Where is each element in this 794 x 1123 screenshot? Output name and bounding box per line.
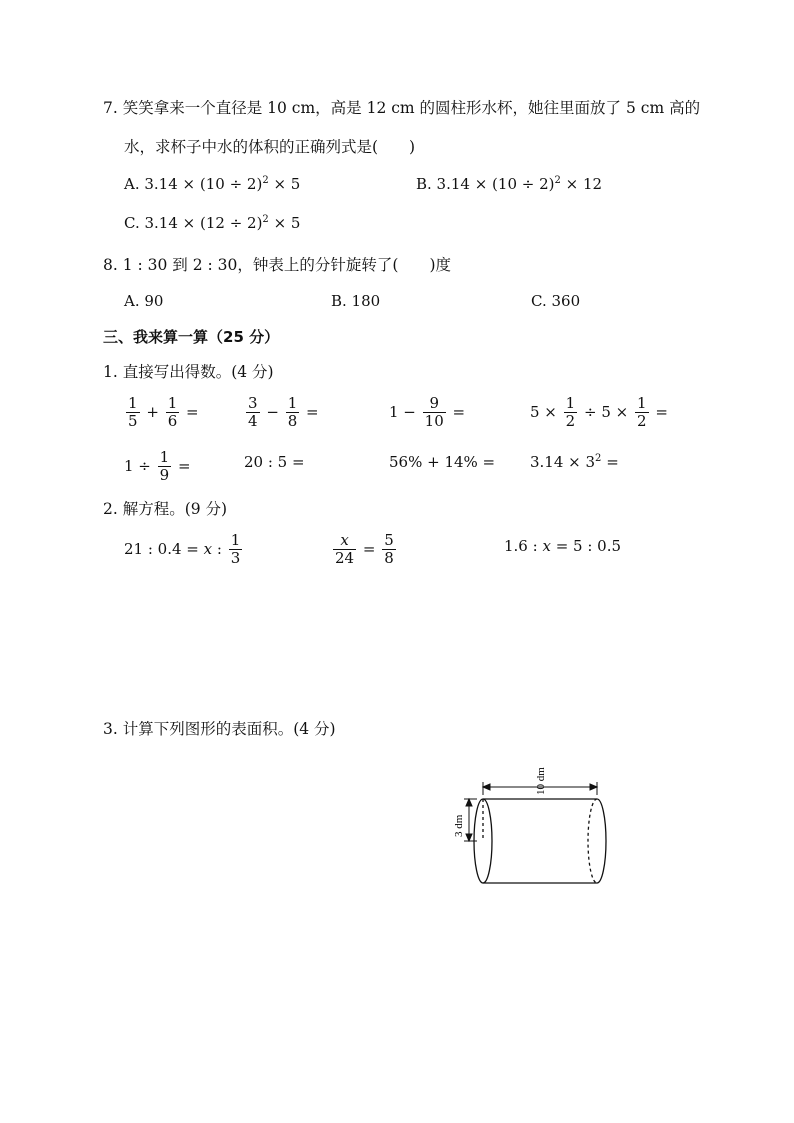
part3-title: 3. 计算下列图形的表面积。(4 分) [103, 720, 336, 738]
right-base-back [588, 799, 597, 883]
fraction: $\frac{1}{5}$ [128, 394, 138, 431]
right-base-front [597, 799, 606, 883]
q7-option-a: A. $3.14 \times (10 \div 2)^2 \times 5$ [124, 175, 301, 193]
q8-option-b: B. 180 [331, 292, 381, 310]
q8-option-c: C. 360 [531, 292, 581, 310]
expr-4: 5 × $\frac{1}{2}$ ÷ 5 × $\frac{1}{2}$ = [530, 394, 668, 431]
length-label: 10 dm [535, 767, 547, 795]
q7-option-b: B. $3.14 \times (10 \div 2)^2 \times 12$ [416, 175, 603, 193]
q7-option-c: C. $3.14 \times (12 \div 2)^2 \times 5$ [124, 214, 301, 232]
expr-6: 20 : 5 = [244, 453, 305, 471]
part1-title: 1. 直接写出得数。(4 分) [103, 363, 274, 381]
fraction: $\frac{1}{9}$ [159, 448, 170, 485]
fraction: $\frac{1}{2}$ [565, 394, 576, 431]
expr-8: $3.14 \times 3^2$ = [530, 453, 619, 471]
fraction: $\frac{1}{2}$ [637, 394, 647, 431]
expr-3: 1 − $\frac{9}{10}$ = [389, 394, 466, 431]
expr-7: 56% + 14% = [389, 453, 496, 471]
part2-title: 2. 解方程。(9 分) [103, 500, 228, 518]
expr-5: 1 ÷ $\frac{1}{9}$ = [124, 448, 191, 485]
expr-1: $\frac{1}{5}$ + $\frac{1}{6}$ = [128, 394, 199, 431]
cylinder-figure [440, 755, 630, 890]
expr-2: $\frac{3}{4}$ − $\frac{1}{8}$ = [248, 394, 319, 431]
q7-line2: 水，求杯子中水的体积的正确列式是( ) [124, 138, 416, 156]
fraction: $\frac{3}{4}$ [248, 394, 258, 431]
equation-2: $\frac{x}{24}$ = $\frac{5}{8}$ [335, 531, 394, 568]
equation-1: 21 : 0.4 = x : $\frac{1}{3}$ [124, 531, 241, 568]
q8-option-a: A. 90 [124, 292, 164, 310]
fraction: $\frac{1}{3}$ [230, 531, 241, 568]
radius-label: 3 dm [453, 814, 465, 837]
equation-3: 1.6 : x = 5 : 0.5 [504, 537, 622, 555]
fraction: $\frac{1}{8}$ [287, 394, 298, 431]
section-title: 三、我来算一算（25 分） [103, 328, 280, 346]
fraction: $\frac{5}{8}$ [384, 531, 394, 568]
fraction: $\frac{9}{10}$ [424, 394, 444, 431]
fraction: $\frac{x}{24}$ [335, 531, 355, 568]
fraction: $\frac{1}{6}$ [167, 394, 178, 431]
q8-line: 8. 1 : 30 到 2 : 30，钟表上的分针旋转了( )度 [103, 256, 451, 274]
q7-line1: 7. 笑笑拿来一个直径是 10 cm，高是 12 cm 的圆柱形水杯，她往里面放了 5 cm 高的 [103, 99, 701, 117]
